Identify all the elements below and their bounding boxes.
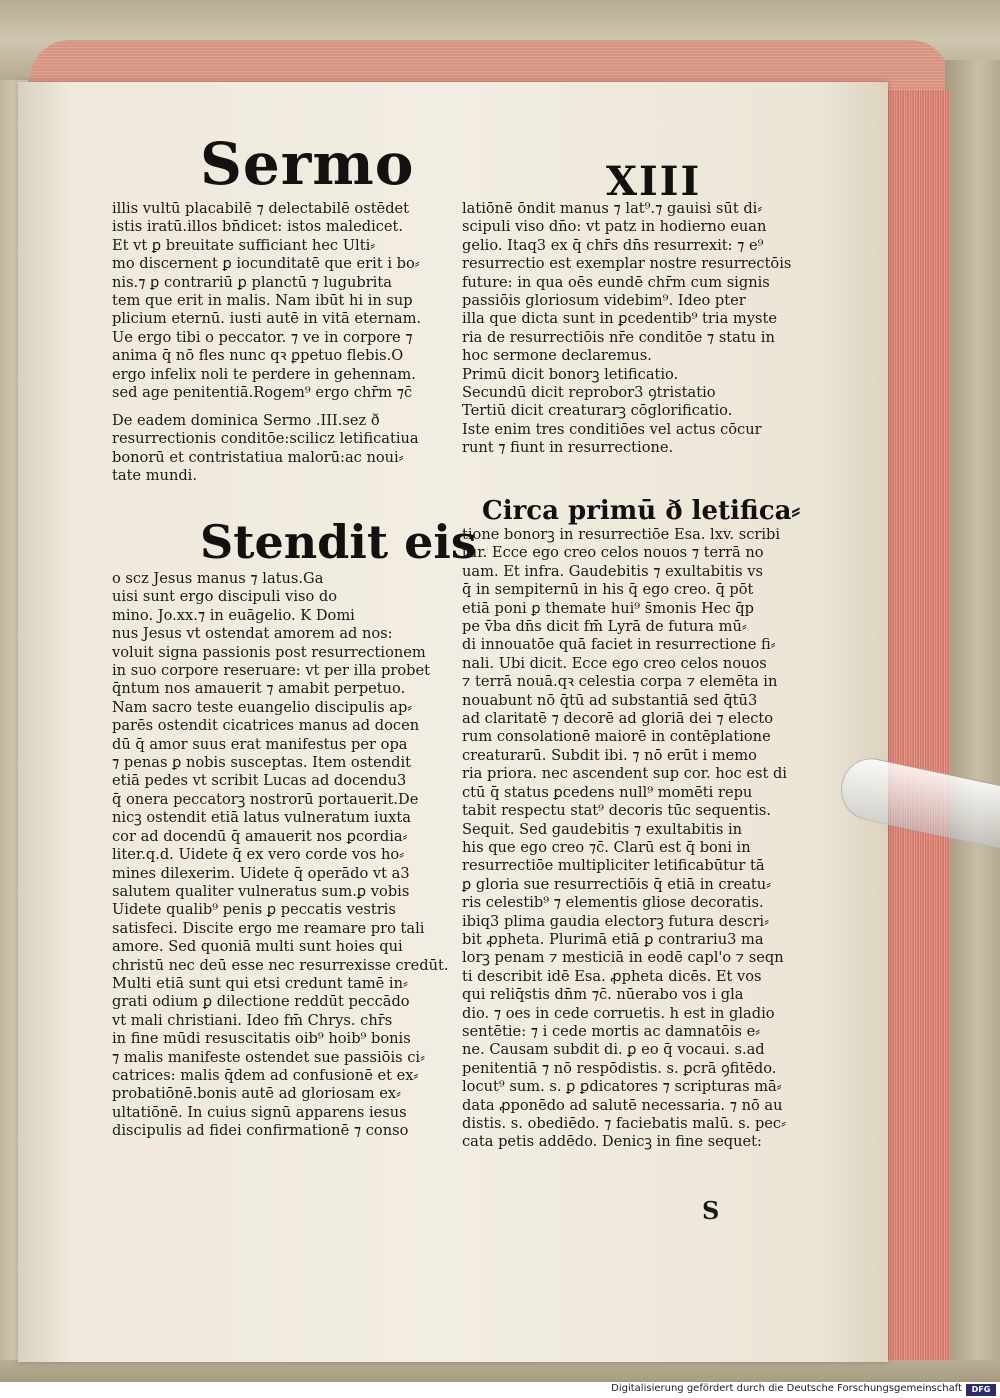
sermon-opening-words: Stendit eis — [200, 515, 477, 569]
text-line: mino. Jo.xx.⁊ in euāgelio. K Domi — [112, 606, 355, 624]
text-line: dū q̄ amor suus erat manifestus per opa — [112, 735, 408, 753]
text-line: nis.⁊ ꝑ contrariū ꝑ planctū ⁊ lugubrita — [112, 273, 392, 291]
text-line: data ꝓponēdo ad salutē necessaria. ⁊ nō au — [462, 1096, 783, 1114]
book-board-bottom — [0, 1360, 1000, 1382]
heading-line: tate mundi. — [112, 467, 197, 485]
text-line: latiōnē ōndit manus ⁊ lat⁹.⁊ gauisi sūt di⸗ — [462, 200, 763, 217]
text-line: anima q̄ nō fles nunc qꝛ ꝑpetuo flebis.O — [112, 347, 404, 365]
text-line: nus Jesus vt ostendat amorem ad nos: — [112, 625, 393, 643]
text-line: tur. Ecce ego creo celos nouos ⁊ terrā no — [462, 544, 764, 562]
text-line: nali. Ubi dicit. Ecce ego creo celos nouos — [462, 654, 767, 672]
text-line: grati odium ꝑ dilectione reddūt peccādo — [112, 993, 410, 1011]
text-line: ne. Causam subdit di. ꝑ eo q̄ vocaui. s.ad — [462, 1041, 765, 1059]
text-line: plicium eternū. iusti autē in vitā eternam. — [112, 310, 422, 328]
text-line: pe v̄ba dn̄s dicit fm̄ Lyrā de futura mū⸗ — [462, 618, 747, 636]
text-line: ria priora. nec ascendent sup cor. hoc est di — [462, 765, 787, 783]
text-line: ⁊ terrā nouā.qꝛ celestia corpa ⁊ elemēta in — [462, 673, 778, 691]
text-line: illa que dicta sunt in ꝑcedentib⁹ tria myste — [462, 310, 777, 328]
text-line: sentētie: ⁊ i cede mortis ac damnatōis e⸗ — [462, 1022, 761, 1040]
footer-credit: Digitalisierung gefördert durch die Deutsche Forschungsgemeinschaft — [611, 1383, 962, 1394]
text-line: Et vt ꝑ breuitate sufficiant hec Ulti⸗ — [112, 236, 376, 254]
text-line: uisi sunt ergo discipuli viso do — [112, 588, 338, 606]
text-line: tem que erit in malis. Nam ibūt hi in sup — [112, 292, 413, 310]
text-line: Ue ergo tibi o peccator. ⁊ ve in corpore ⁊ — [112, 328, 413, 346]
text-line: ꝑ gloria sue resurrectiōis q̄ etiā in creatu⸗ — [462, 875, 772, 893]
text-line: Uidete qualib⁹ penis ꝑ peccatis vestris — [112, 901, 396, 919]
text-line: ad claritatē ⁊ decorē ad gloriā dei ⁊ electo — [462, 710, 774, 728]
text-line: ctū q̄ status ꝑcedens null⁹ momēti repu — [462, 783, 753, 801]
text-line: o scz Jesus manus ⁊ latus.Ga — [112, 570, 324, 587]
text-line: sed age penitentiā.Rogem⁹ ergo chr̄m ⁊c̄ — [112, 384, 413, 402]
text-line: di innouatōe quā faciet in resurrectione fi⸗ — [462, 636, 776, 654]
right-column-body — [462, 526, 807, 1152]
text-line: ⁊ malis manifeste ostendet sue passiōis ci⸗ — [112, 1048, 425, 1066]
text-line: discipulis ad fidei confirmationē ⁊ conso — [112, 1122, 409, 1140]
text-line: tabit respectu stat⁹ decoris tūc sequentis. — [462, 802, 771, 820]
section-subheading: Circa primū ð letifica⸗ — [482, 496, 801, 526]
page-fore-edge — [880, 90, 950, 1370]
text-line: liter.q.d. Uidete q̄ ex vero corde vos ho⸗ — [112, 846, 405, 864]
text-line: creaturarū. Subdit ibi. ⁊ nō erūt i memo — [462, 746, 757, 764]
text-line: scipuli viso dn̄o: vt patz in hodierno euan — [462, 218, 767, 236]
text-line: Primū dicit bonorꝫ letificatio. — [462, 365, 679, 383]
running-head: Sermo — [200, 130, 415, 198]
text-line: in suo corpore reseruare: vt per illa probet — [112, 662, 430, 680]
text-line: christū nec deū esse nec resurrexisse credūt. — [112, 956, 449, 974]
text-line: dio. ⁊ oes in cede corruetis. h est in gladio — [462, 1004, 775, 1022]
text-line: ti describit idē Esa. ꝓpheta dicēs. Et vos — [462, 967, 762, 985]
text-line: catrices: malis q̄dem ad confusionē et ex⸗ — [112, 1066, 419, 1084]
text-line: qui reliq̄stis dn̄m ⁊c̄. nūerabo vos i gla — [462, 986, 744, 1004]
text-line: rum consolationē maiorē in contēplatione — [462, 728, 771, 746]
text-line: uam. Et infra. Gaudebitis ⁊ exultabitis vs — [462, 562, 763, 580]
heading-line: De eadem dominica Sermo .III.sez ð — [112, 412, 380, 429]
text-line: mo discernent ꝑ iocunditatē que erit i bo⸗ — [112, 255, 420, 273]
text-line: ergo infelix noli te perdere in gehennam. — [112, 365, 416, 383]
text-line: ibiq3 plima gaudia electorꝫ futura descri⸗ — [462, 912, 769, 930]
text-line: illis vultū placabilē ⁊ delectabilē ostēdet — [112, 200, 410, 217]
text-line: salutem qualiter vulneratus sum.ꝑ vobis — [112, 882, 410, 900]
heading-line: resurrectionis conditōe:scilicz letificatiua — [112, 430, 419, 448]
text-line: his que ego creo ⁊c̄. Clarū est q̄ boni in — [462, 838, 751, 856]
text-line: resurrectiōe multipliciter letificabūtur tā — [462, 857, 765, 875]
text-line: resurrectio est exemplar nostre resurrectōis — [462, 255, 792, 273]
text-line: etiā pedes vt scribit Lucas ad docendu3 — [112, 772, 407, 790]
text-line: istis iratū.illos bn̄dicet: istos maledicet. — [112, 218, 404, 236]
text-line: cor ad docendū q̄ amauerit nos ꝑcordia⸗ — [112, 827, 408, 845]
left-column-top — [112, 200, 462, 402]
folio-number: XIII — [606, 158, 702, 205]
text-line: hoc sermone declaremus. — [462, 347, 652, 365]
text-line: ris celestib⁹ ⁊ elementis gliose decoratis. — [462, 894, 764, 912]
dfg-logo: DFG — [966, 1384, 996, 1396]
text-line: Tertiū dicit creaturarꝫ cōglorificatio. — [462, 402, 733, 420]
sermon-initial-block — [200, 515, 477, 569]
text-line: vt mali christiani. Ideo fm̄ Chrys. chr̄s — [112, 1011, 393, 1029]
text-line: probatiōnē.bonis autē ad gloriosam ex⸗ — [112, 1085, 402, 1103]
text-line: amore. Sed quoniā multi sunt hoies qui — [112, 938, 403, 956]
text-line: Sequit. Sed gaudebitis ⁊ exultabitis in — [462, 820, 743, 838]
text-line: gelio. Itaq3 ex q̄ chr̄s dn̄s resurrexit: ⁊ e⁹ — [462, 236, 764, 254]
text-line: q̄ntum nos amauerit ⁊ amabit perpetuo. — [112, 680, 406, 698]
text-line: distis. s. obediēdo. ⁊ faciebatis malū. s. pec⸗ — [462, 1115, 786, 1132]
catchword: S — [702, 1196, 720, 1225]
text-line: q̄ onera peccatorꝫ nostrorū portauerit.De — [112, 790, 419, 808]
text-line: locut⁹ sum. s. ꝑ ꝑdicatores ⁊ scripturas mā⸗ — [462, 1078, 782, 1096]
section-subheading-block — [482, 496, 802, 526]
text-line: etiā poni ꝑ themate hui⁹ s̄monis Hec q̄p — [462, 599, 754, 617]
text-line: bit ꝓpheta. Plurimā etiā ꝑ contrariu3 ma — [462, 930, 764, 948]
text-line: nouabunt nō q̄tū ad substantiā sed q̄tū3 — [462, 691, 758, 709]
text-line: ultatiōnē. In cuius signū apparens iesus — [112, 1103, 407, 1121]
heading-line: bonorū et contristatiua malorū:ac noui⸗ — [112, 448, 404, 466]
text-line: Nam sacro teste euangelio discipulis ap⸗ — [112, 698, 413, 716]
text-line: Secundū dicit reprobor3 ꝯtristatio — [462, 384, 716, 402]
text-line: runt ⁊ fiunt in resurrectione. — [462, 439, 674, 457]
text-line: lorꝫ penam ⁊ mesticiā in eodē capl'o ⁊ seqn — [462, 949, 784, 967]
text-line: q̄ in sempiternū in his q̄ ego creo. q̄ pōt — [462, 581, 754, 599]
sermon-heading — [112, 412, 462, 486]
text-line: future: in qua oēs eundē chr̄m cum signis — [462, 273, 770, 291]
text-line: ria de resurrectiōis nr̄e conditōe ⁊ statu in — [462, 328, 775, 346]
text-line: Multi etiā sunt qui etsi credunt tamē in⸗ — [112, 974, 408, 992]
text-line: ⁊ penas ꝑ nobis susceptas. Item ostendit — [112, 754, 411, 772]
text-line: passiōis gloriosum videbim⁹. Ideo pter — [462, 292, 746, 310]
right-column-top — [462, 200, 807, 458]
left-column-body — [112, 570, 462, 1141]
text-line: mines dilexerim. Uidete q̄ operādo vt a3 — [112, 864, 410, 882]
text-line: cata petis addēdo. Denicꝫ in fine sequet: — [462, 1133, 762, 1151]
text-line: voluit signa passionis post resurrectionem — [112, 643, 426, 661]
text-line: nicꝫ ostendit etiā latus vulneratum iuxta — [112, 809, 411, 827]
text-line: penitentiā ⁊ nō respōdistis. s. ꝑcrā ꝯfitēdo. — [462, 1059, 777, 1077]
text-line: satisfeci. Discite ergo me reamare pro tali — [112, 919, 425, 937]
text-line: tione bonorꝫ in resurrectiōe Esa. lxv. scribi — [462, 526, 781, 543]
text-line: parēs ostendit cicatrices manus ad docen — [112, 717, 420, 735]
book-board-right — [945, 60, 1000, 1382]
text-line: Iste enim tres conditiōes vel actus cōcur — [462, 420, 762, 438]
text-line: in fine mūdi resuscitatis oib⁹ hoib⁹ bonis — [112, 1030, 411, 1048]
